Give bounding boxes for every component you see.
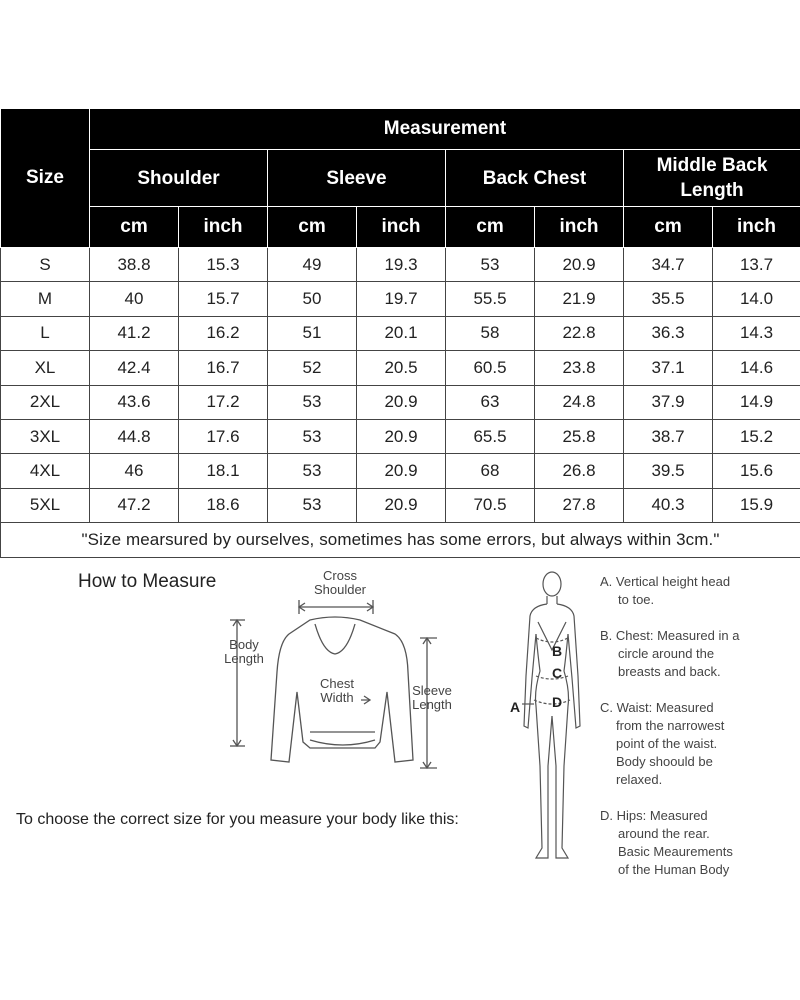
size-cell: 5XL [1, 488, 90, 522]
group-header-back-chest: Back Chest [446, 150, 624, 207]
table-cell: 40.3 [624, 488, 713, 522]
unit-header: inch [357, 207, 446, 248]
table-cell: 53 [268, 385, 357, 419]
table-cell: 15.7 [179, 282, 268, 316]
unit-header: cm [90, 207, 179, 248]
table-row [1, 316, 800, 350]
table-cell: 36.3 [624, 316, 713, 350]
table-cell: 22.8 [535, 316, 624, 350]
table-cell: 50 [268, 282, 357, 316]
table-cell: 46 [90, 454, 179, 488]
table-cell: 38.7 [624, 419, 713, 453]
table-cell: 16.2 [179, 316, 268, 350]
table-cell: 19.7 [357, 282, 446, 316]
cross-shoulder-label: Cross Shoulder [313, 568, 367, 597]
table-row [1, 248, 800, 282]
size-cell: S [1, 248, 90, 282]
size-cell: 4XL [1, 454, 90, 488]
table-cell: 19.3 [357, 248, 446, 282]
body-letter-c: C [552, 665, 563, 681]
table-cell: 15.3 [179, 248, 268, 282]
description-c: C. Waist: Measured from the narrowest point of the waist. Body shoould be relaxed. [600, 700, 725, 787]
description-d: D. Hips: Measured around the rear. Basic Meaurements of the Human Body [600, 808, 733, 877]
table-cell: 41.2 [90, 316, 179, 350]
table-cell: 14.0 [713, 282, 800, 316]
table-row [1, 454, 800, 488]
table-cell: 27.8 [535, 488, 624, 522]
table-cell: 26.8 [535, 454, 624, 488]
table-cell: 20.1 [357, 316, 446, 350]
size-chart-table [0, 108, 800, 558]
table-cell: 40 [90, 282, 179, 316]
body-letter-b: B [552, 643, 563, 659]
body-figure-diagram [510, 566, 590, 866]
table-cell: 65.5 [446, 419, 535, 453]
table-row [1, 488, 800, 522]
table-row [1, 282, 800, 316]
unit-header: inch [713, 207, 800, 248]
chest-width-label: Chest Width [313, 677, 361, 705]
table-cell: 42.4 [90, 351, 179, 385]
table-cell: 63 [446, 385, 535, 419]
table-cell: 35.5 [624, 282, 713, 316]
size-cell: M [1, 282, 90, 316]
group-header-sleeve: Sleeve [268, 150, 446, 207]
table-cell: 20.5 [357, 351, 446, 385]
table-cell: 18.6 [179, 488, 268, 522]
body-letter-a: A [510, 699, 521, 715]
group-header-shoulder: Shoulder [90, 150, 268, 207]
table-cell: 55.5 [446, 282, 535, 316]
table-cell: 38.8 [90, 248, 179, 282]
table-cell: 39.5 [624, 454, 713, 488]
unit-header: cm [624, 207, 713, 248]
table-cell: 25.8 [535, 419, 624, 453]
table-cell: 49 [268, 248, 357, 282]
table-cell: 53 [268, 419, 357, 453]
table-cell: 53 [268, 454, 357, 488]
size-cell: L [1, 316, 90, 350]
measurement-note: "Size mearsured by ourselves, sometimes has some errors, but always within 3cm." [1, 523, 800, 557]
table-cell: 43.6 [90, 385, 179, 419]
table-cell: 15.9 [713, 488, 800, 522]
unit-row [1, 207, 800, 248]
group-header-middle-back-length: Middle Back Length [624, 150, 800, 207]
table-cell: 52 [268, 351, 357, 385]
table-cell: 21.9 [535, 282, 624, 316]
table-cell: 20.9 [357, 419, 446, 453]
size-cell: XL [1, 351, 90, 385]
description-a: A. Vertical height head to toe. [600, 574, 731, 607]
table-cell: 14.3 [713, 316, 800, 350]
choose-size-instruction: To choose the correct size for you measure your body like this: [16, 811, 459, 828]
table-cell: 58 [446, 316, 535, 350]
table-cell: 70.5 [446, 488, 535, 522]
table-cell: 20.9 [357, 454, 446, 488]
table-cell: 53 [268, 488, 357, 522]
table-cell: 68 [446, 454, 535, 488]
unit-header: cm [268, 207, 357, 248]
table-cell: 17.2 [179, 385, 268, 419]
size-header: Size [1, 109, 90, 248]
table-cell: 14.9 [713, 385, 800, 419]
unit-header: inch [535, 207, 624, 248]
table-cell: 15.6 [713, 454, 800, 488]
table-cell: 51 [268, 316, 357, 350]
table-cell: 20.9 [535, 248, 624, 282]
table-cell: 17.6 [179, 419, 268, 453]
table-row [1, 351, 800, 385]
size-cell: 3XL [1, 419, 90, 453]
body-letter-d: D [552, 694, 563, 710]
unit-header: cm [446, 207, 535, 248]
description-b: B. Chest: Measured in a circle around the breasts and back. [600, 628, 740, 679]
table-cell: 53 [446, 248, 535, 282]
table-cell: 15.2 [713, 419, 800, 453]
table-cell: 44.8 [90, 419, 179, 453]
table-cell: 13.7 [713, 248, 800, 282]
table-cell: 37.1 [624, 351, 713, 385]
how-to-measure-title: How to Measure [78, 571, 217, 592]
table-cell: 14.6 [713, 351, 800, 385]
table-cell: 24.8 [535, 385, 624, 419]
body-length-label: Body Length [224, 637, 264, 666]
sleeve-length-label: Sleeve Length [412, 683, 452, 712]
table-cell: 20.9 [357, 488, 446, 522]
table-cell: 37.9 [624, 385, 713, 419]
table-cell: 16.7 [179, 351, 268, 385]
table-row [1, 419, 800, 453]
size-cell: 2XL [1, 385, 90, 419]
measurement-header: Measurement [90, 109, 800, 150]
table-body [1, 248, 800, 558]
table-cell: 23.8 [535, 351, 624, 385]
table-cell: 47.2 [90, 488, 179, 522]
note-row [1, 523, 800, 557]
table-cell: 34.7 [624, 248, 713, 282]
unit-header: inch [179, 207, 268, 248]
table-cell: 60.5 [446, 351, 535, 385]
table-row [1, 385, 800, 419]
table-cell: 20.9 [357, 385, 446, 419]
table-cell: 18.1 [179, 454, 268, 488]
